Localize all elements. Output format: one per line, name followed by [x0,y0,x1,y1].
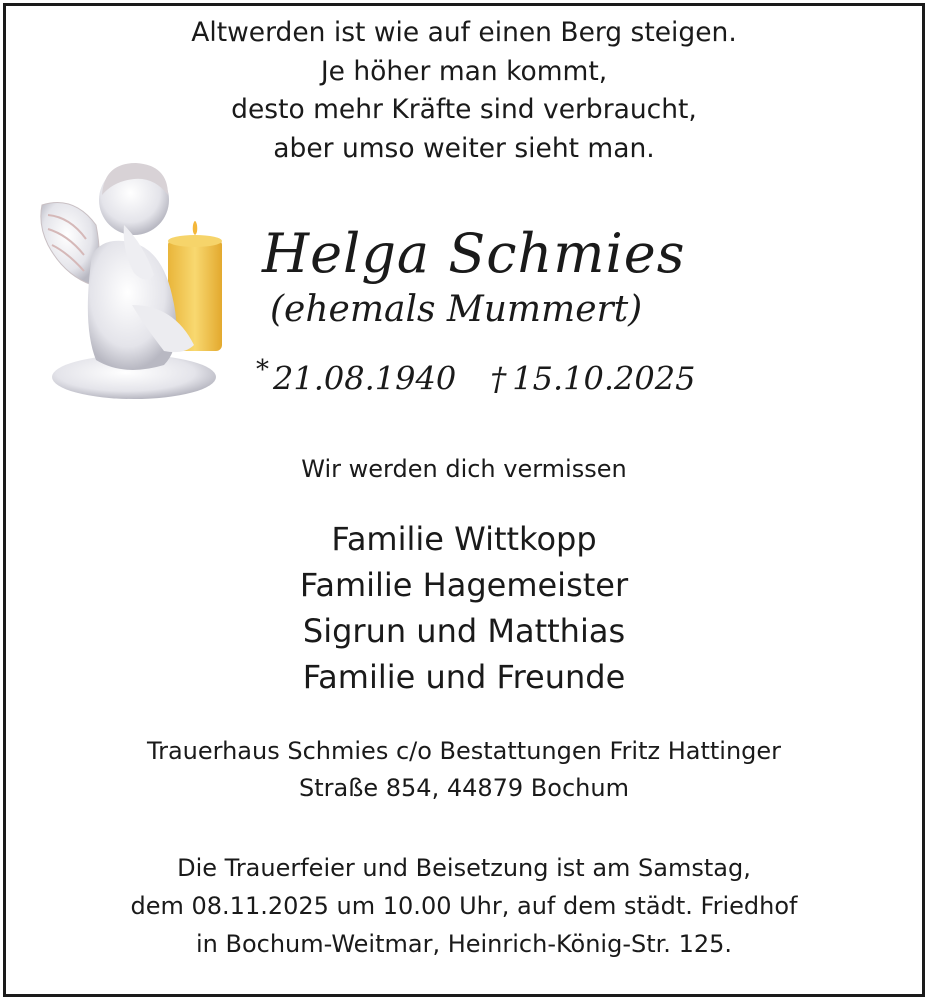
birth-date: 21.08.1940 [273,359,457,398]
ceremony-line: dem 08.11.2025 um 10.00 Uhr, auf dem städt. Friedhof [130,892,798,920]
farewell-text: Wir werden dich vermissen [301,455,627,483]
mourner: Familie Wittkopp [331,520,597,558]
ceremony-line: in Bochum-Weitmar, Heinrich-König-Str. 125. [195,930,732,958]
mourners-list [0,516,928,700]
address-line: Trauerhaus Schmies c/o Bestattungen Fritz Hattinger [146,737,782,765]
address-line: Straße 854, 44879 Bochum [299,774,629,802]
mourner: Familie und Freunde [302,658,626,696]
life-dates [256,355,695,398]
death-symbol: † [490,359,507,398]
mourning-address [0,733,928,807]
poem-line: Altwerden ist wie auf einen Berg steigen. [191,17,737,48]
poem-line: desto mehr Kräfte sind verbraucht, [231,94,697,125]
death-date: 15.10.2025 [512,359,696,398]
poem [0,14,928,168]
mourner: Sigrun und Matthias [302,612,626,650]
mourner: Familie Hagemeister [299,566,629,604]
deceased-name: Helga Schmies [262,222,686,285]
angel-with-candle-image [34,155,229,400]
poem-line: Je höher man kommt, [320,55,608,87]
maiden-name: (ehemals Mummert) [270,289,643,330]
ceremony-info [0,849,928,963]
poem-line: aber umso weiter sieht man. [273,132,655,164]
ceremony-line: Die Trauerfeier und Beisetzung ist am Samstag, [177,854,751,882]
birth-symbol: * [256,355,269,385]
